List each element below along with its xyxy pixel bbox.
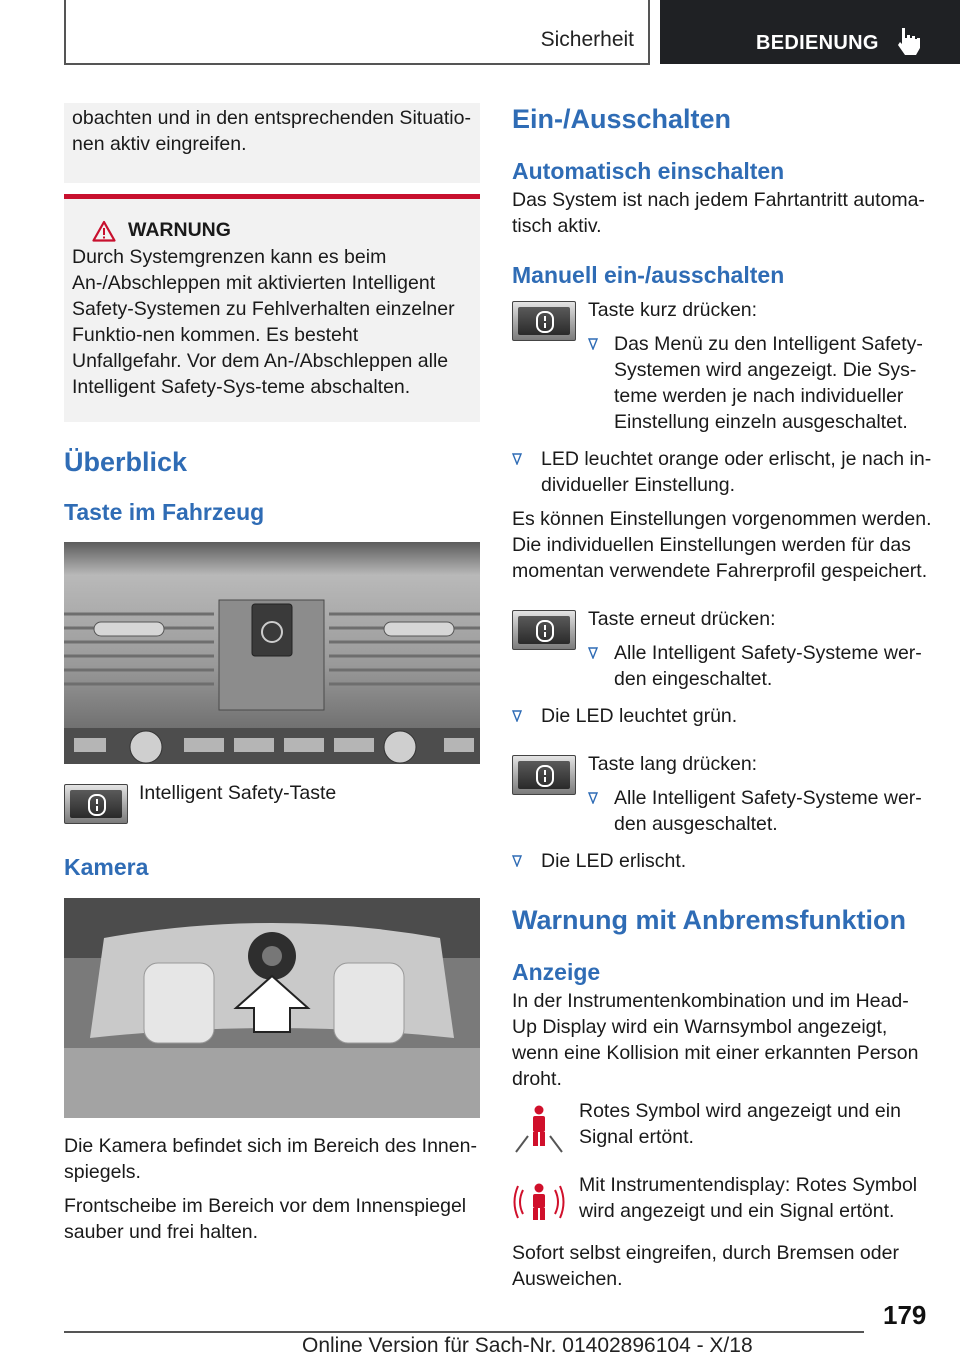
bullet-led-gruen-text: Die LED leuchtet grün.: [541, 705, 738, 727]
bullet-triangle-icon: [512, 453, 522, 465]
step-kurz: [512, 301, 932, 435]
bullet-triangle-icon: [512, 710, 522, 722]
header-bottom-rule: [64, 63, 650, 65]
anzeige-heading: Anzeige: [512, 959, 601, 985]
auto-text: Das System ist nach jedem Fahrtantritt automa-tisch aktiv.: [512, 189, 925, 237]
step-lang-sub-bullet: [588, 785, 932, 837]
header-left-rule: [64, 0, 66, 64]
left-column: [64, 103, 480, 1245]
bullet-led-gruen: [512, 703, 932, 729]
warning-title-text: WARNUNG: [128, 219, 231, 241]
header-section-title: Sicherheit: [540, 28, 634, 51]
step-lang-label: Taste lang drücken:: [588, 753, 758, 775]
step-kurz-sub-bullet: [588, 331, 932, 435]
right-column: [512, 103, 932, 1292]
bullet-triangle-icon: [588, 647, 598, 659]
continued-note: [64, 103, 480, 183]
step-erneut-label: Taste erneut drücken:: [588, 608, 776, 630]
warning-box: [64, 194, 480, 422]
warning-title: [92, 219, 472, 242]
intelligent-safety-button-icon: [512, 755, 576, 795]
taste-caption: Intelligent Safety-Taste: [139, 782, 337, 804]
pedestrian-warning-sound-icon: [512, 1176, 566, 1230]
bullet-led-orange: [512, 446, 932, 498]
footer-online-version: Online Version für Sach-Nr. 01402896104 - X/18: [302, 1334, 753, 1357]
step-erneut-sub-text: Alle Intelligent Safety-Systeme wer-den eingeschaltet.: [614, 642, 922, 690]
header-chapter-label: BEDIENUNG: [756, 32, 879, 54]
header-separator: [648, 0, 650, 64]
intelligent-safety-button-icon: [512, 301, 576, 341]
page-number: 179: [883, 1300, 927, 1330]
einstellungen-text: Es können Einstellungen vorgenommen werden. Die individuellen Einstellungen werden für das momentan verwendete Fahrerprofil gespeichert.: [512, 508, 932, 582]
kamera-text-1: Die Kamera befindet sich im Bereich des Innen-spiegels.: [64, 1135, 477, 1183]
symbol2-text: Mit Instrumentendisplay: Rotes Symbol wird angezeigt und ein Signal ertönt.: [579, 1174, 918, 1222]
taste-heading: Taste im Fahrzeug: [64, 499, 265, 525]
ueberblick-heading: Überblick: [64, 447, 188, 477]
camera-photo: [64, 898, 480, 1118]
symbol-row-1: [512, 1102, 932, 1156]
bullet-led-orange-text: LED leuchtet orange oder erlischt, je nach in-dividueller Einstellung.: [541, 448, 932, 496]
step-erneut: [512, 610, 932, 692]
bullet-led-erlischt-text: Die LED erlischt.: [541, 850, 687, 872]
taste-caption-row: [64, 784, 480, 824]
step-lang: [512, 755, 932, 837]
kamera-text-2: Frontscheibe im Bereich vor dem Innenspiegel sauber und frei halten.: [64, 1195, 467, 1243]
step-kurz-label: Taste kurz drücken:: [588, 299, 758, 321]
intro-text: obachten und in den entsprechenden Situatio-nen aktiv eingreifen.: [72, 107, 471, 155]
einaus-heading: Ein-/Ausschalten: [512, 104, 732, 134]
bullet-triangle-icon: [588, 338, 598, 350]
dashboard-button-photo: [64, 542, 480, 764]
warning-text: Durch Systemgrenzen kann es beim An-/Abschleppen mit aktivierten Intelligent Safety-Systemen zu Fehlverhalten einzelner Funktio-nen kommen. Es besteht Unfallgefahr. Vor dem An-/Abschleppen alle Intelligent Safety-Sys-teme abschalten.: [72, 246, 455, 398]
hand-pointer-icon: [896, 26, 922, 56]
bullet-led-erlischt: [512, 848, 932, 874]
warnung-anbrems-heading: Warnung mit Anbremsfunktion: [512, 905, 906, 935]
symbol-row-2: [512, 1176, 932, 1230]
warning-triangle-icon: [92, 220, 116, 242]
final-text: Sofort selbst eingreifen, durch Bremsen oder Ausweichen.: [512, 1242, 899, 1290]
intelligent-safety-button-icon: [512, 610, 576, 650]
bullet-triangle-icon: [588, 792, 598, 804]
step-erneut-sub-bullet: [588, 640, 932, 692]
step-lang-sub-text: Alle Intelligent Safety-Systeme wer-den ausgeschaltet.: [614, 787, 922, 835]
intelligent-safety-button-icon: [64, 784, 128, 824]
step-kurz-sub-text: Das Menü zu den Intelligent Safety-Systemen wird angezeigt. Die Sys-teme werden je nach individueller Einstellung einzeln ausgeschaltet.: [614, 333, 923, 433]
kamera-heading: Kamera: [64, 854, 149, 880]
pedestrian-warning-red-icon: [512, 1102, 566, 1156]
anzeige-text: In der Instrumentenkombination und im Head-Up Display wird ein Warnsymbol angezeigt, wenn eine Kollision mit einer erkannten Person droht.: [512, 990, 919, 1090]
auto-heading: Automatisch einschalten: [512, 158, 785, 184]
manuell-heading: Manuell ein-/ausschalten: [512, 262, 785, 288]
symbol1-text: Rotes Symbol wird angezeigt und ein Signal ertönt.: [579, 1100, 901, 1148]
bullet-triangle-icon: [512, 855, 522, 867]
footer-rule: [64, 1331, 864, 1333]
